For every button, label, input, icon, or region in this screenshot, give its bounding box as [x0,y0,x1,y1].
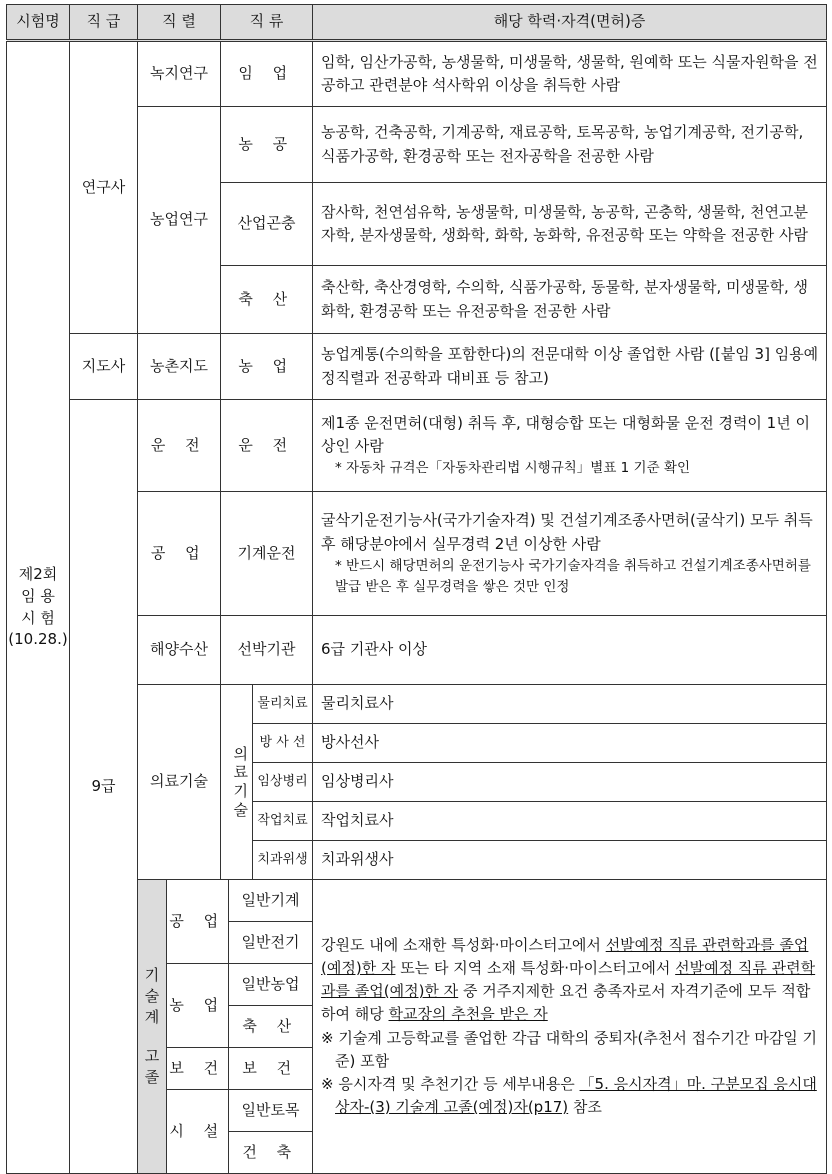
grade-guide: 지도사 [70,334,138,400]
tech-kind-1: 일반기계 [229,880,313,922]
header-qualification: 해당 학력·자격(면허)증 [313,5,827,41]
series-medical: 의료기술 [138,685,221,880]
kind-agri-eng: 농 공 [221,107,313,183]
qual-insect: 잠사학, 천연섬유학, 농생물학, 미생물학, 농공학, 곤충학, 생물학, 천연고분자학, 분자생물학, 생화학, 화학, 농화학, 유전공학 또는 약학을 전공한 사람 [313,183,827,266]
grade-researcher: 연구사 [70,41,138,334]
tech-note-2: ※ 응시자격 및 추천기간 등 세부내용은 「5. 응시자격」마. 구분모집 응시대상자-(3) 기술계 고졸(예정)자(p17) 참조 [321,1075,817,1117]
header-grade: 직 급 [70,5,138,41]
series-rural: 농촌지도 [138,334,221,400]
grade-ninth: 9급 [70,400,138,1174]
tech-group-industry: 공 업 [167,880,229,964]
kind-med-2: 방 사 선 [253,724,313,763]
tech-kind-4: 축 산 [229,1006,313,1048]
qual-med-2: 방사선사 [313,724,827,763]
kind-insect: 산업곤충 [221,183,313,266]
qual-med-5: 치과위생사 [313,841,827,880]
qualification-table [6,4,827,1174]
kind-forestry: 임 업 [221,41,313,107]
tech-qualification [313,880,827,1174]
qual-med-1: 물리치료사 [313,685,827,724]
series-agri-research: 농업연구 [138,107,221,334]
series-industry: 공 업 [138,492,221,616]
exam-name-cell: 제2회 임 용 시 험 (10.28.) [7,41,70,1174]
machine-note: * 반드시 해당면허의 운전기능사 국가기술자격을 취득하고 건설기계조종사면허를 발급 받은 후 실무경력을 쌓은 것만 인정 [335,557,811,595]
tech-group-health: 보 건 [167,1048,229,1090]
tech-kind-3: 일반농업 [229,964,313,1006]
qual-livestock: 축산학, 축산경영학, 수의학, 식품가공학, 동물학, 분자생물학, 미생물학, 생화학, 환경공학 또는 유전공학을 전공한 사람 [313,266,827,334]
kind-med-3: 임상병리 [253,763,313,802]
series-green: 녹지연구 [138,41,221,107]
qual-machine: 굴삭기운전기능사(국가기술자격) 및 건설기계조종사면허(굴삭기) 모두 취득 후 해당분야에서 실무경력 2년 이상한 사람 * 반드시 해당면허의 운전기능사 국가기술자격을 취득하고 건설기계조종사면허를 발급 받은 후 실무경력을 쌓은 것만 인정 [313,492,827,616]
tech-kind-2: 일반전기 [229,922,313,964]
qual-agri-eng: 농공학, 건축공학, 기계공학, 재료공학, 토목공학, 농업기계공학, 전기공학, 식품가공학, 환경공학 또는 전자공학을 전공한 사람 [313,107,827,183]
row-drive [7,400,827,492]
header-row [7,5,827,41]
qual-forestry: 임학, 임산가공학, 농생물학, 미생물학, 생물학, 원예학 또는 식물자원학을 전공하고 관련분야 석사학위 이상을 취득한 사람 [313,41,827,107]
row-guide [7,334,827,400]
qual-med-3: 임상병리사 [313,763,827,802]
tech-kind-7: 건 축 [229,1132,313,1174]
tech-group-facility: 시 설 [167,1090,229,1174]
qual-drive: 제1종 운전면허(대형) 취득 후, 대형승합 또는 대형화물 운전 경력이 1년 이상인 사람 * 자동차 규격은「자동차관리법 시행규칙」별표 1 기준 확인 [313,400,827,492]
kind-ship: 선박기관 [221,616,313,685]
qual-guide: 농업계통(수의학을 포함한다)의 전문대학 이상 졸업한 사람 ([붙임 3] 임용예정직렬과 전공학과 대비표 등 참고) [313,334,827,400]
medical-group: 의료기술 [221,685,253,880]
kind-machine: 기계운전 [221,492,313,616]
tech-group-agri: 농 업 [167,964,229,1048]
series-drive: 운 전 [138,400,221,492]
tech-label: 기술계 고졸 [138,880,167,1174]
tech-kind-5: 보 건 [229,1048,313,1090]
tech-kind-6: 일반토목 [229,1090,313,1132]
tech-note-1: ※ 기술계 고등학교를 졸업한 각급 대학의 중퇴자(추천서 접수기간 마감일 기준) 포함 [321,1028,818,1070]
kind-med-5: 치과위생 [253,841,313,880]
kind-med-4: 작업치료 [253,802,313,841]
tech-qual-main: 강원도 내에 소재한 특성화·마이스터고에서 선발예정 직류 관련학과를 졸업(예정)한 자 또는 타 지역 소재 특성화·마이스터고에서 선발예정 직류 관련학과를 졸업(예정)한 자 중 거주지제한 요건 충족자로서 자격기준에 모두 적합하여 해당 학교장의 추천을 받은 자 [321,935,816,1024]
drive-note: * 자동차 규격은「자동차관리법 시행규칙」별표 1 기준 확인 [335,460,691,477]
header-series: 직 렬 [138,5,221,41]
header-kind: 직 류 [221,5,313,41]
kind-livestock: 축 산 [221,266,313,334]
kind-med-1: 물리치료 [253,685,313,724]
series-marine: 해양수산 [138,616,221,685]
row-green-forestry [7,41,827,107]
qual-med-4: 작업치료사 [313,802,827,841]
qual-marine: 6급 기관사 이상 [313,616,827,685]
header-exam: 시험명 [7,5,70,41]
kind-farming: 농 업 [221,334,313,400]
kind-drive: 운 전 [221,400,313,492]
